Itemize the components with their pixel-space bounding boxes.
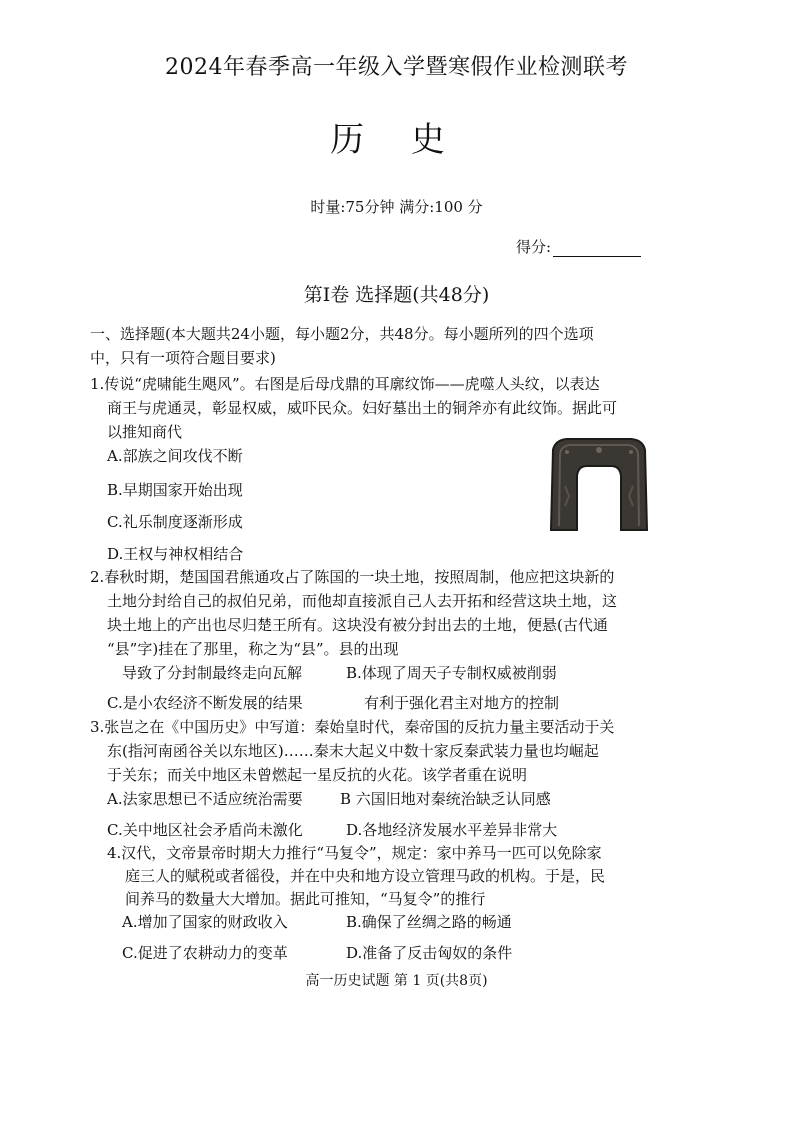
instruction-line: 一、选择题(本大题共24小题，每小题2分，共48分。每小题所列的四个选项 (90, 325, 594, 343)
question-2-option-b: B.体现了周天子专制权威被削弱 (346, 664, 557, 682)
question-1-option-c: C.礼乐制度逐渐形成 (107, 513, 243, 531)
exam-title: 2024年春季高一年级入学暨寒假作业检测联考 (165, 55, 628, 80)
question-4-option-a: A.增加了国家的财政收入 (122, 913, 288, 931)
question-4-stem: 庭三人的赋税或者徭役，并在中央和地方设立管理马政的机构。于是，民 (125, 867, 606, 885)
question-1-stem: 商王与虎通灵，彰显权威，威吓民众。妇好墓出土的铜斧亦有此纹饰。据此可 (107, 399, 618, 417)
question-3-option-c: C.关中地区社会矛盾尚未激化 (107, 821, 303, 839)
section-title: 第Ⅰ卷 选择题(共48分) (303, 284, 490, 306)
question-4-option-c: C.促进了农耕动力的变革 (122, 944, 288, 962)
score-blank (553, 242, 641, 257)
subject-title: 历 史 (330, 120, 463, 160)
question-3-stem: 3.张岂之在《中国历史》中写道：秦始皇时代，秦帝国的反抗力量主要活动于关 (90, 718, 615, 736)
question-1-option-b: B.早期国家开始出现 (107, 481, 243, 499)
time-and-full-score: 时量:75分钟 满分:100 分 (310, 198, 483, 216)
tiger-pattern-ear-image (545, 436, 653, 532)
question-3-option-a: A.法家思想已不适应统治需要 (107, 790, 303, 808)
question-3-stem: 东(指河南函谷关以东地区)……秦末大起义中数十家反秦武装力量也均崛起 (107, 742, 599, 760)
question-2-stem: 土地分封给自己的叔伯兄弟，而他却直接派自己人去开拓和经营这块土地，这 (107, 592, 618, 610)
question-2-option-d: 有利于强化君主对地方的控制 (364, 694, 560, 712)
question-3-option-b: B 六国旧地对秦统治缺乏认同感 (340, 790, 551, 808)
question-4-stem: 4.汉代，文帝景帝时期大力推行“马复令”，规定：家中养马一匹可以免除家 (107, 844, 602, 862)
score-field (516, 236, 641, 257)
page-footer: 高一历史试题 第 1 页(共8页) (305, 973, 488, 989)
score-label: 得分: (516, 238, 552, 256)
question-1-option-a: A.部族之间攻伐不断 (107, 447, 243, 465)
question-2-stem: 2.春秋时期，楚国国君熊通攻占了陈国的一块土地，按照周制，他应把这块新的 (90, 568, 615, 586)
question-4-option-b: B.确保了丝绸之路的畅通 (346, 913, 512, 931)
question-2-option-a: 导致了分封制最终走向瓦解 (122, 664, 303, 682)
instruction-line: 中，只有一项符合题目要求) (90, 349, 276, 367)
question-3-stem: 于关东；而关中地区未曾燃起一星反抗的火花。该学者重在说明 (107, 766, 528, 784)
question-4-stem: 间养马的数量大大增加。据此可推知，“马复令”的推行 (125, 890, 486, 908)
question-2-option-c: C.是小农经济不断发展的结果 (107, 694, 303, 712)
question-4-option-d: D.准备了反击匈奴的条件 (346, 944, 513, 962)
question-1-stem: 以推知商代 (107, 423, 183, 441)
question-3-option-d: D.各地经济发展水平差异非常大 (346, 821, 558, 839)
question-2-stem: “县”字)挂在了那里，称之为“县”。县的出现 (107, 640, 399, 658)
question-2-stem: 块土地上的产出也尽归楚王所有。这块没有被分封出去的土地，便悬(古代通 (107, 616, 608, 634)
question-1-stem: 1.传说“虎啸能生飓风”。右图是后母戊鼎的耳廓纹饰——虎噬人头纹，以表达 (90, 375, 600, 393)
question-1-option-d: D.王权与神权相结合 (107, 545, 244, 563)
